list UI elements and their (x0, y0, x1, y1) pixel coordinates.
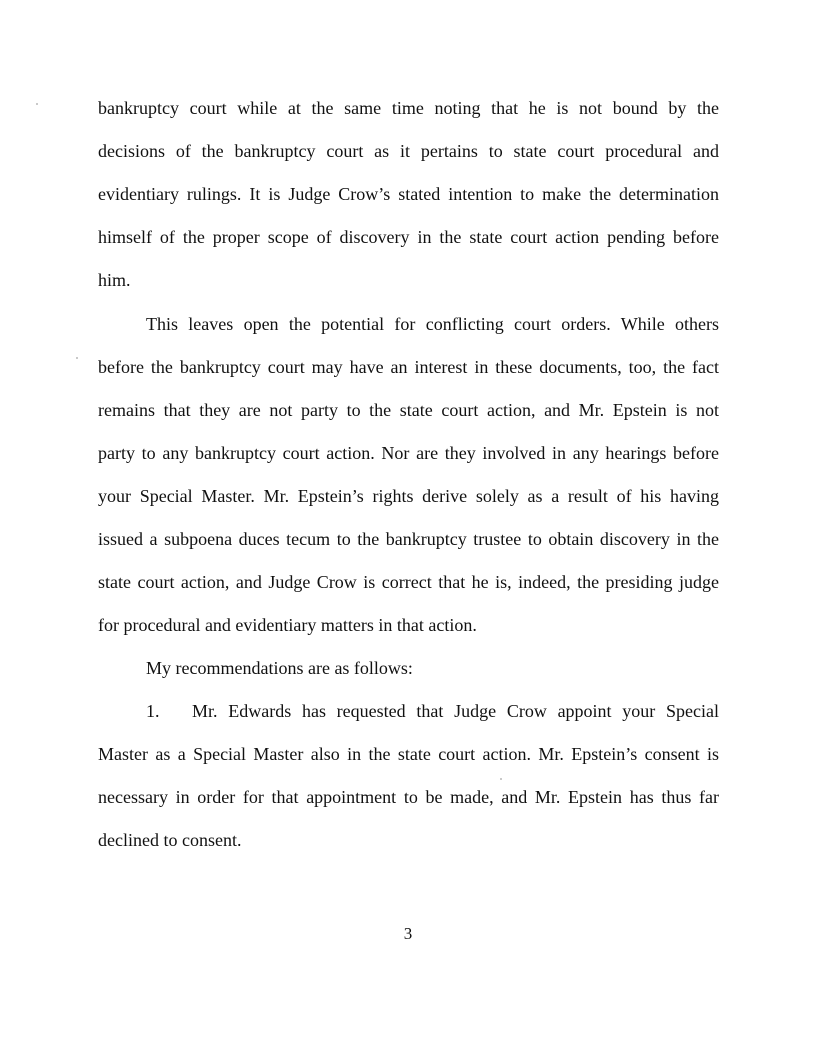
body-line: issued a subpoena duces tecum to the bankruptcy trustee to obtain discovery in the (98, 529, 719, 549)
body-line: your Special Master. Mr. Epstein’s rights derive solely as a result of his having (98, 486, 719, 506)
body-line: Master as a Special Master also in the state court action. Mr. Epstein’s consent is (98, 744, 719, 764)
body-line: evidentiary rulings. It is Judge Crow’s stated intention to make the determination (98, 184, 719, 204)
scan-speck (500, 778, 502, 780)
body-line: party to any bankruptcy court action. Nor are they involved in any hearings before (98, 443, 719, 463)
body-line: decisions of the bankruptcy court as it pertains to state court procedural and (98, 141, 719, 161)
body-line: himself of the proper scope of discovery in the state court action pending before (98, 227, 719, 247)
body-line: Mr. Edwards has requested that Judge Crow appoint your Special (192, 701, 719, 721)
body-line: for procedural and evidentiary matters in that action. (98, 615, 477, 635)
page-number: 3 (403, 924, 413, 943)
body-line: before the bankruptcy court may have an interest in these documents, too, the fact (98, 357, 719, 377)
body-line: bankruptcy court while at the same time noting that he is not bound by the (98, 98, 719, 118)
body-line: him. (98, 270, 131, 290)
scan-speck (76, 357, 78, 359)
body-line: My recommendations are as follows: (146, 658, 413, 678)
body-line: necessary in order for that appointment to be made, and Mr. Epstein has thus far (98, 787, 719, 807)
paragraph-number: 1. (146, 701, 160, 721)
body-line: remains that they are not party to the state court action, and Mr. Epstein is not (98, 400, 719, 420)
body-line: state court action, and Judge Crow is correct that he is, indeed, the presiding judge (98, 572, 719, 592)
body-line: This leaves open the potential for conflicting court orders. While others (146, 314, 719, 334)
scan-speck (36, 103, 38, 105)
body-line: declined to consent. (98, 830, 242, 850)
